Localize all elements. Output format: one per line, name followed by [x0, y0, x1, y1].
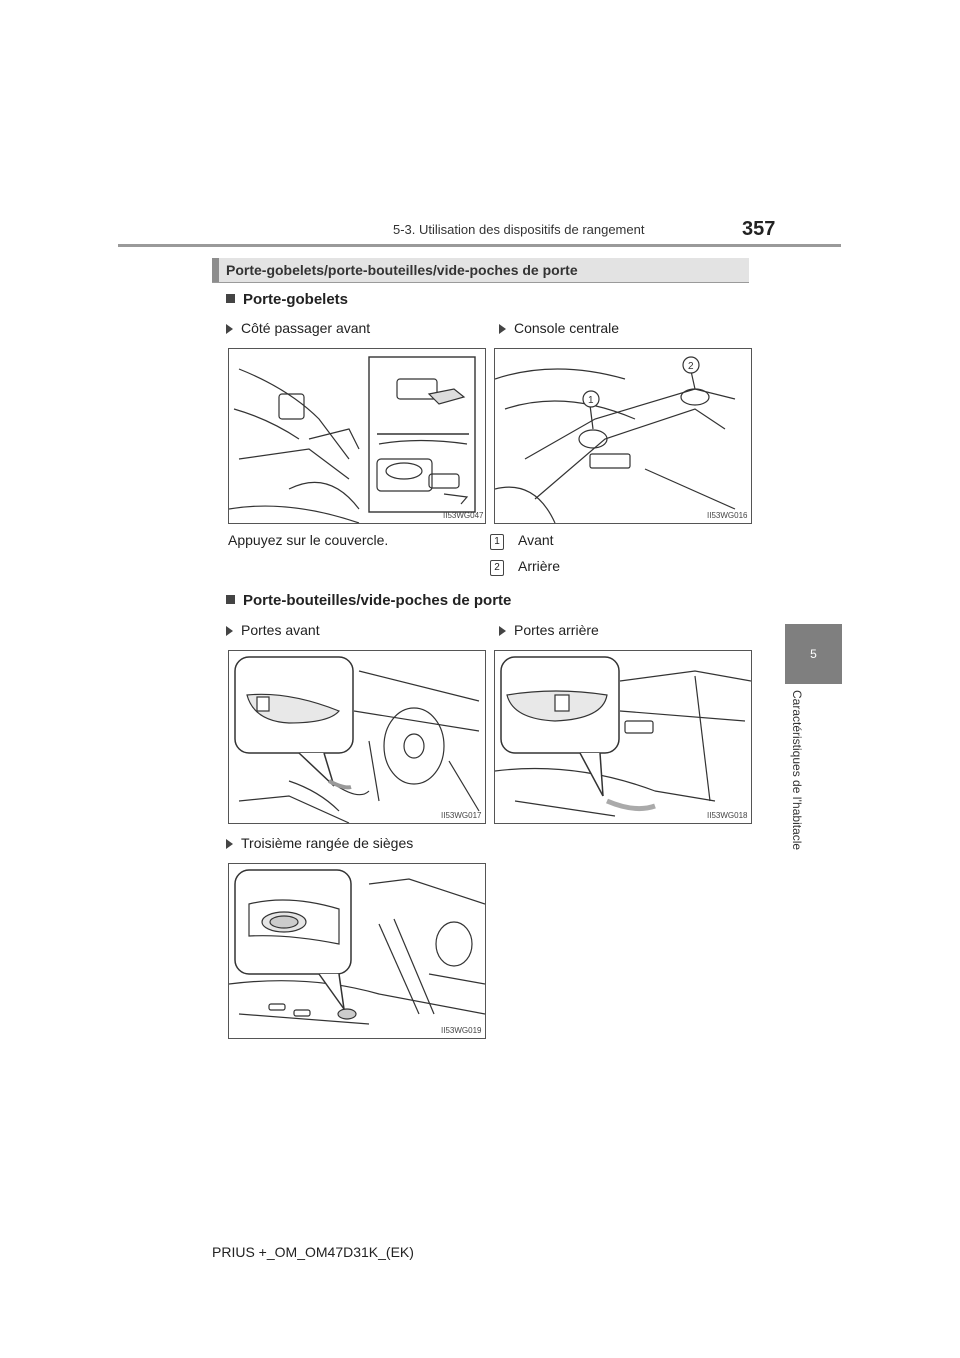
callout-item-2 [490, 558, 560, 576]
front-doors-label-text: Portes avant [241, 622, 320, 638]
figure-code: II53WG018 [707, 811, 748, 820]
center-console-illustration [495, 349, 751, 523]
callout-item-1 [490, 532, 554, 550]
center-console-label-text: Console centrale [514, 320, 620, 336]
front-passenger-label [226, 320, 370, 336]
rear-doors-label [499, 622, 599, 638]
triangle-bullet-icon [499, 626, 506, 636]
rear-doors-label-text: Portes arrière [514, 622, 599, 638]
square-bullet-icon [226, 294, 235, 303]
figure-front-doors [228, 650, 486, 824]
left-caption: Appuyez sur le couvercle. [228, 532, 389, 548]
chapter-tab [785, 624, 842, 684]
center-console-label [499, 320, 619, 336]
callout-1: 1 [588, 395, 594, 406]
figure-rear-doors [494, 650, 752, 824]
chapter-title: Caractéristiques de l’habitacle [790, 690, 804, 851]
document-id: PRIUS +_OM_OM47D31K_(EK) [212, 1244, 414, 1260]
chapter-number: 5 [810, 647, 817, 661]
section-title: 5-3. Utilisation des dispositifs de rangement [393, 222, 645, 237]
third-row-label [226, 835, 413, 851]
front-passenger-label-text: Côté passager avant [241, 320, 371, 336]
square-bullet-icon [226, 595, 235, 604]
front-doors-label [226, 622, 320, 638]
callout-number: 2 [490, 560, 504, 576]
figure-code: II53WG016 [707, 511, 748, 520]
callout-2: 2 [688, 361, 694, 372]
cup-holders-heading [226, 291, 348, 308]
front-doors-illustration [229, 651, 485, 823]
banner-accent [212, 258, 219, 283]
bottle-holders-heading [226, 592, 511, 609]
cup-holders-heading-text: Porte-gobelets [243, 291, 349, 308]
triangle-bullet-icon [226, 839, 233, 849]
figure-third-row [228, 863, 486, 1039]
triangle-bullet-icon [226, 626, 233, 636]
banner-rule [212, 282, 749, 283]
front-passenger-illustration [229, 349, 485, 523]
header-rule [118, 244, 841, 247]
figure-code: II53WG047 [443, 511, 484, 520]
callout-number: 1 [490, 534, 504, 550]
third-row-illustration [229, 864, 485, 1038]
callout-text: Avant [518, 532, 554, 548]
bottle-holders-heading-text: Porte-bouteilles/vide-poches de porte [243, 592, 512, 609]
triangle-bullet-icon [499, 324, 506, 334]
chapter-title-vertical [790, 690, 804, 850]
figure-front-passenger-cup-holder [228, 348, 486, 524]
banner-title: Porte-gobelets/porte-bouteilles/vide-poches de porte [226, 262, 578, 278]
third-row-label-text: Troisième rangée de sièges [241, 835, 414, 851]
page-number: 357 [742, 218, 776, 240]
callout-text: Arrière [518, 558, 561, 574]
figure-center-console [494, 348, 752, 524]
triangle-bullet-icon [226, 324, 233, 334]
figure-code: II53WG017 [441, 811, 482, 820]
figure-code: II53WG019 [441, 1026, 482, 1035]
rear-doors-illustration [495, 651, 751, 823]
